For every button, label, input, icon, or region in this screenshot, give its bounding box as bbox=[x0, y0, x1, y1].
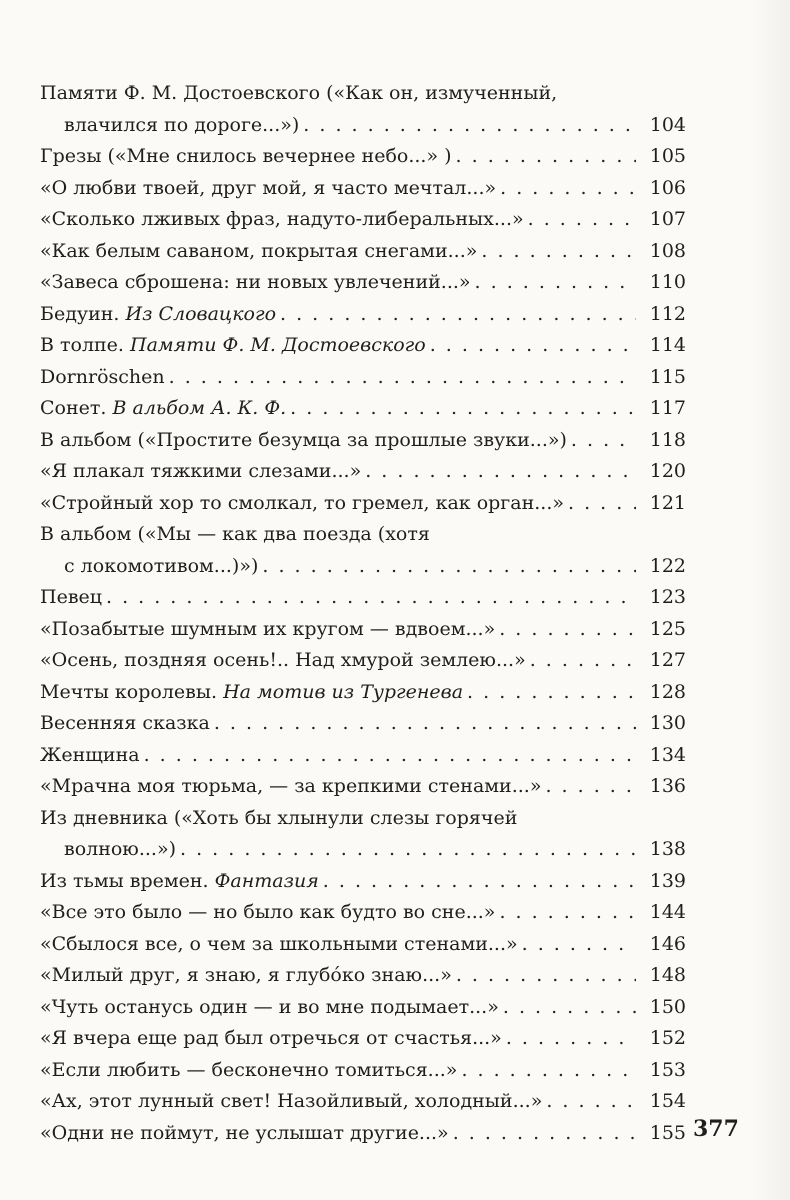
toc-entry-title bbox=[40, 299, 276, 331]
toc-entry-title bbox=[40, 173, 496, 205]
toc-entry bbox=[40, 614, 686, 646]
toc-entry bbox=[40, 393, 686, 425]
leader-dots bbox=[530, 645, 636, 677]
toc-entry-title bbox=[40, 708, 210, 740]
toc-page-number: 139 bbox=[649, 869, 686, 892]
leader-dots bbox=[481, 236, 636, 268]
table-of-contents bbox=[40, 78, 686, 1149]
toc-page-number: 136 bbox=[649, 775, 686, 797]
toc-entry bbox=[40, 803, 686, 866]
toc-entry bbox=[40, 992, 686, 1024]
toc-entry-title bbox=[40, 1023, 502, 1055]
leader-dots bbox=[545, 771, 636, 803]
toc-entry-title bbox=[40, 1055, 457, 1087]
toc-entry bbox=[40, 362, 686, 394]
toc-entry bbox=[40, 708, 686, 740]
toc-entry-title bbox=[40, 1086, 542, 1118]
leader-dots bbox=[467, 677, 636, 709]
toc-entry-main: Женщина bbox=[40, 743, 140, 766]
toc-entry-row bbox=[40, 834, 686, 866]
toc-entry-main: «Я вчера еще рад был отречься от счастья...» bbox=[40, 1027, 502, 1049]
toc-page-number: 123 bbox=[649, 586, 686, 608]
toc-entry-main: В толпе. bbox=[40, 334, 124, 356]
toc-entry-title bbox=[40, 236, 477, 268]
toc-page-number: 146 bbox=[649, 932, 686, 955]
toc-page-number: 117 bbox=[649, 397, 686, 419]
toc-page-number: 150 bbox=[649, 995, 686, 1018]
toc-entry-title bbox=[40, 960, 452, 992]
toc-page-number: 125 bbox=[649, 617, 686, 640]
toc-page-number: 106 bbox=[649, 176, 686, 199]
toc-entry-main: «Сбылося все, о чем за школьными стенами...» bbox=[40, 932, 518, 955]
toc-entry-main: Весенняя сказка bbox=[40, 712, 210, 734]
toc-entry-title bbox=[40, 362, 165, 394]
toc-page-number: 112 bbox=[649, 302, 686, 325]
leader-dots bbox=[568, 488, 636, 520]
toc-entry-title bbox=[40, 614, 495, 646]
leader-dots bbox=[262, 551, 636, 583]
leader-dots bbox=[144, 740, 636, 772]
toc-entry-subtitle: На мотив из Тургенева bbox=[223, 680, 464, 703]
toc-entry bbox=[40, 1055, 686, 1087]
toc-entry-title bbox=[40, 393, 286, 425]
toc-entry bbox=[40, 330, 686, 362]
toc-entry-title bbox=[40, 866, 319, 898]
toc-entry bbox=[40, 771, 686, 803]
toc-page-number: 105 bbox=[649, 145, 686, 167]
toc-entry bbox=[40, 488, 686, 520]
toc-entry bbox=[40, 141, 686, 173]
toc-entry-main: «Стройный хор то смолкал, то гремел, как орган...» bbox=[40, 491, 564, 514]
toc-entry-main: «Одни не поймут, не услышат другие...» bbox=[40, 1121, 449, 1144]
toc-entry bbox=[40, 582, 686, 614]
leader-dots bbox=[290, 393, 636, 425]
toc-entry-main: «Если любить — бесконечно томиться...» bbox=[40, 1058, 458, 1081]
toc-entry-title bbox=[40, 582, 102, 614]
toc-entry-main: «Как белым саваном, покрытая снегами...» bbox=[40, 239, 478, 262]
toc-entry bbox=[40, 456, 686, 488]
toc-entry-title-line1: Из дневника («Хоть бы хлынули слезы горячей bbox=[40, 806, 518, 829]
toc-page-number: 153 bbox=[649, 1058, 686, 1081]
leader-dots bbox=[503, 992, 636, 1024]
toc-entry-title bbox=[40, 992, 499, 1024]
leader-dots bbox=[365, 456, 636, 488]
toc-entry bbox=[40, 299, 686, 331]
leader-dots bbox=[106, 582, 636, 614]
toc-page-number: 104 bbox=[649, 113, 686, 136]
toc-page-number: 144 bbox=[649, 901, 686, 923]
toc-page-number: 130 bbox=[649, 712, 686, 734]
leader-dots bbox=[499, 614, 636, 646]
toc-entry bbox=[40, 897, 686, 929]
leader-dots bbox=[571, 425, 636, 457]
leader-dots bbox=[453, 1118, 636, 1150]
toc-entry-subtitle: Фантазия bbox=[214, 869, 319, 892]
toc-entry bbox=[40, 677, 686, 709]
leader-dots bbox=[461, 1055, 636, 1087]
toc-entry bbox=[40, 1118, 686, 1150]
toc-entry-main: «Милый друг, я знаю, я глубо́ко знаю...» bbox=[40, 964, 452, 986]
leader-dots bbox=[169, 362, 636, 394]
toc-page-number: 148 bbox=[649, 964, 686, 986]
toc-entry-main: «Завеса сброшена: ни новых увлечений...» bbox=[40, 271, 471, 293]
toc-entry-title bbox=[40, 141, 452, 173]
toc-entry-main: «Я плакал тяжкими слезами...» bbox=[40, 460, 362, 482]
toc-entry-main: Сонет. bbox=[40, 397, 107, 419]
toc-entry-title-line1: Памяти Ф. М. Достоевского («Как он, измученный, bbox=[40, 82, 558, 104]
toc-page-number: 110 bbox=[649, 271, 686, 293]
toc-entry-main: «Осень, поздняя осень!.. Над хмурой землею...» bbox=[40, 649, 526, 671]
leader-dots bbox=[430, 330, 636, 362]
toc-page-number: 115 bbox=[649, 365, 686, 388]
toc-entry-main: Мечты королевы. bbox=[40, 680, 218, 703]
toc-entry-title-line2: влачился по дороге...») bbox=[64, 113, 300, 136]
toc-page-number: 152 bbox=[649, 1027, 686, 1049]
leader-dots bbox=[214, 708, 636, 740]
toc-entry-main: Певец bbox=[40, 586, 102, 608]
toc-entry bbox=[40, 645, 686, 677]
toc-entry-title-line2: волною...») bbox=[64, 838, 177, 860]
toc-entry-title bbox=[40, 929, 518, 961]
toc-entry-main: «Чуть останусь один — и во мне подымает...» bbox=[40, 995, 499, 1018]
toc-entry bbox=[40, 425, 686, 457]
toc-page-number: 138 bbox=[649, 838, 686, 860]
toc-entry bbox=[40, 740, 686, 772]
toc-entry bbox=[40, 78, 686, 141]
toc-page-number: 114 bbox=[649, 334, 686, 356]
toc-entry bbox=[40, 929, 686, 961]
leader-dots bbox=[528, 204, 636, 236]
toc-page-number: 120 bbox=[649, 460, 686, 482]
toc-entry-subtitle: Памяти Ф. М. Достоевского bbox=[130, 334, 426, 356]
toc-entry-title bbox=[40, 425, 567, 457]
toc-entry-main: Из тьмы времен. bbox=[40, 869, 209, 892]
toc-page-number: 128 bbox=[649, 680, 686, 703]
toc-entry-main: «Все это было — но было как будто во сне...» bbox=[40, 901, 496, 923]
toc-entry-title bbox=[40, 267, 471, 299]
toc-entry-title bbox=[40, 897, 495, 929]
leader-dots bbox=[280, 299, 636, 331]
toc-entry-main: В альбом («Простите безумца за прошлые звуки...») bbox=[40, 428, 567, 451]
toc-entry-main: Dornröschen bbox=[40, 365, 165, 388]
toc-entry bbox=[40, 519, 686, 582]
toc-entry-row bbox=[40, 551, 686, 583]
toc-entry-main: Бедуин. bbox=[40, 302, 120, 325]
toc-entry bbox=[40, 960, 686, 992]
toc-entry bbox=[40, 236, 686, 268]
toc-entry-main: «О любви твоей, друг мой, я часто мечтал...» bbox=[40, 176, 497, 199]
toc-entry bbox=[40, 204, 686, 236]
leader-dots bbox=[456, 141, 636, 173]
toc-page-number: 134 bbox=[649, 743, 686, 766]
toc-entry-subtitle: В альбом А. К. Ф. bbox=[112, 397, 287, 419]
leader-dots bbox=[500, 173, 636, 205]
toc-entry bbox=[40, 866, 686, 898]
toc-page-number: 154 bbox=[649, 1090, 686, 1112]
toc-entry-title bbox=[40, 1118, 449, 1150]
toc-entry-main: Грезы («Мне снилось вечернее небо...» ) bbox=[40, 145, 452, 167]
toc-entry bbox=[40, 1023, 686, 1055]
page-number: 377 bbox=[693, 1116, 739, 1142]
toc-entry-main: «Позабытые шумным их кругом — вдвоем...» bbox=[40, 617, 496, 640]
toc-entry bbox=[40, 1086, 686, 1118]
toc-entry bbox=[40, 267, 686, 299]
leader-dots bbox=[522, 929, 636, 961]
leader-dots bbox=[475, 267, 636, 299]
toc-entry-title bbox=[40, 771, 541, 803]
toc-entry-subtitle: Из Словацкого bbox=[125, 302, 277, 325]
toc-entry-row bbox=[40, 110, 686, 142]
toc-entry bbox=[40, 173, 686, 205]
leader-dots bbox=[546, 1086, 636, 1118]
toc-entry-title bbox=[40, 677, 463, 709]
toc-entry-title bbox=[40, 330, 426, 362]
toc-entry-title-line2: с локомотивом...)») bbox=[64, 554, 259, 577]
toc-entry-main: «Мрачна моя тюрьма, — за крепкими стенами...» bbox=[40, 775, 542, 797]
toc-entry-title bbox=[40, 740, 140, 772]
leader-dots bbox=[456, 960, 636, 992]
leader-dots bbox=[499, 897, 636, 929]
leader-dots bbox=[180, 834, 636, 866]
toc-page-number: 127 bbox=[649, 649, 686, 671]
toc-page-number: 155 bbox=[649, 1121, 686, 1144]
toc-entry-title bbox=[40, 204, 524, 236]
toc-entry-title bbox=[40, 488, 564, 520]
page-edge-shadow bbox=[750, 0, 790, 1200]
toc-entry-main: «Сколько лживых фраз, надуто-либеральных...» bbox=[40, 208, 524, 230]
toc-page-number: 107 bbox=[649, 208, 686, 230]
toc-page-number: 108 bbox=[649, 239, 686, 262]
leader-dots bbox=[303, 110, 636, 142]
toc-page-number: 121 bbox=[649, 491, 686, 514]
leader-dots bbox=[506, 1023, 636, 1055]
toc-page-number: 118 bbox=[649, 428, 686, 451]
leader-dots bbox=[323, 866, 636, 898]
toc-entry-title bbox=[40, 645, 526, 677]
toc-entry-title bbox=[40, 456, 361, 488]
toc-page-number: 122 bbox=[649, 554, 686, 577]
toc-entry-main: «Ах, этот лунный свет! Назойливый, холодный...» bbox=[40, 1090, 543, 1112]
toc-entry-title-line1: В альбом («Мы — как два поезда (хотя bbox=[40, 523, 430, 545]
